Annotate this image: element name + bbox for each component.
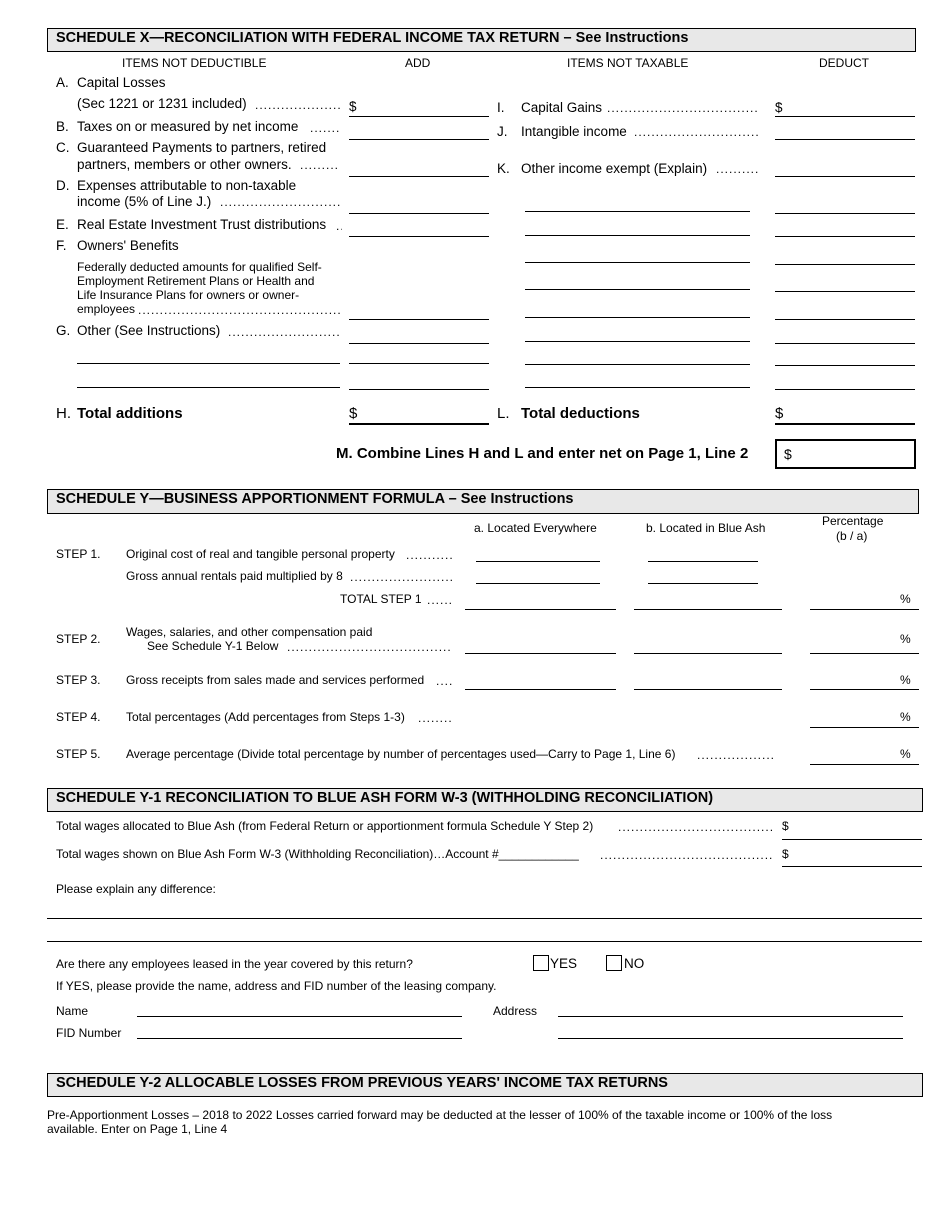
- line-b-label: Taxes on or measured by net income: [77, 119, 299, 134]
- not-taxable-description[interactable]: [525, 322, 750, 342]
- step-4-label: STEP 4.: [56, 710, 101, 724]
- line-e-label: Real Estate Investment Trust distributions: [77, 217, 327, 232]
- dollar-sign: $: [349, 99, 357, 114]
- col-percentage: Percentage: [822, 514, 884, 528]
- step-1-property-blue-ash[interactable]: [648, 545, 758, 562]
- leasing-address-label: Address: [493, 1004, 538, 1018]
- leasing-company-instruction: If YES, please provide the name, address and FID number of the leasing company.: [56, 979, 497, 993]
- step-2-label: STEP 2.: [56, 632, 101, 646]
- schedule-y1-header: SCHEDULE Y-1 RECONCILIATION TO BLUE ASH FORM W-3 (WITHHOLDING RECONCILIATION): [47, 788, 923, 812]
- line-m-label: M. Combine Lines H and L and enter net on Page 1, Line 2: [336, 445, 749, 462]
- dollar-sign: $: [775, 100, 783, 115]
- col-add: ADD: [405, 56, 431, 70]
- leader-dots: [716, 162, 759, 176]
- line-k-deduct-field[interactable]: [775, 157, 915, 177]
- leader-dots: [300, 158, 340, 172]
- line-i-label: Capital Gains: [521, 100, 603, 115]
- line-a-label: Capital Losses: [77, 75, 166, 90]
- dollar-sign: $: [349, 405, 358, 422]
- leader-dots: [336, 219, 342, 233]
- leasing-fid-field[interactable]: [137, 1022, 462, 1039]
- leader-dots: [600, 848, 773, 862]
- line-e-add-field[interactable]: [349, 217, 489, 237]
- leader-dots: [427, 593, 454, 607]
- leased-yes-label: YES: [550, 956, 578, 971]
- line-c-letter: C.: [56, 140, 70, 155]
- line-a-label-2: (Sec 1221 or 1231 included): [77, 96, 247, 111]
- leader-dots: [607, 101, 759, 115]
- leader-dots: [350, 570, 452, 584]
- line-j-label: Intangible income: [521, 124, 627, 139]
- line-c-label-2: partners, members or other owners.: [77, 157, 292, 172]
- col-located-everywhere: a. Located Everywhere: [474, 521, 597, 535]
- leader-dots: [436, 674, 452, 688]
- line-c-label: Guaranteed Payments to partners, retired: [77, 140, 327, 155]
- step-1-rentals-blue-ash[interactable]: [648, 567, 758, 584]
- leased-no-checkbox[interactable]: [606, 955, 622, 971]
- step-4-total-label: Total percentages (Add percentages from Steps 1-3): [126, 710, 405, 724]
- step-3-blue-ash[interactable]: [634, 670, 782, 690]
- not-taxable-deduct-field[interactable]: [775, 346, 915, 366]
- total-step-1-label: TOTAL STEP 1: [340, 592, 422, 606]
- percent-sign: %: [900, 710, 911, 724]
- leader-dots: [406, 548, 452, 562]
- line-j-letter: J.: [497, 124, 508, 139]
- dollar-sign: $: [782, 847, 789, 861]
- line-f-letter: F.: [56, 238, 67, 253]
- leasing-name-field[interactable]: [137, 1000, 462, 1017]
- line-f-subtext-1: Federally deducted amounts for qualified Self-: [77, 260, 322, 274]
- leasing-name-label: Name: [56, 1004, 89, 1018]
- line-j-deduct-field[interactable]: [775, 120, 915, 140]
- leader-dots: [138, 303, 340, 317]
- line-g-label: Other (See Instructions): [77, 323, 221, 338]
- line-g-letter: G.: [56, 323, 71, 338]
- step-1-rentals-label: Gross annual rentals paid multiplied by 8: [126, 569, 343, 583]
- y2-description-line-2: available. Enter on Page 1, Line 4: [47, 1122, 228, 1136]
- percent-sign: %: [900, 632, 911, 646]
- leader-dots: [310, 121, 340, 135]
- step-2-blue-ash[interactable]: [634, 634, 782, 654]
- step-3-everywhere[interactable]: [465, 670, 616, 690]
- leasing-fid-label: FID Number: [56, 1026, 122, 1040]
- y1-wages-allocated-field[interactable]: [782, 819, 922, 840]
- schedule-y2-header: SCHEDULE Y-2 ALLOCABLE LOSSES FROM PREVIOUS YEARS' INCOME TAX RETURNS: [47, 1073, 923, 1097]
- step-5-average-label: Average percentage (Divide total percentage by number of percentages used—Carry to Page 1, Line 6): [126, 747, 676, 761]
- line-m-field[interactable]: [775, 439, 916, 469]
- not-taxable-description[interactable]: [525, 216, 750, 236]
- line-a-add-field[interactable]: [349, 98, 489, 117]
- total-deductions-field[interactable]: [775, 404, 915, 425]
- y1-wages-w3-field[interactable]: [782, 846, 922, 867]
- line-g-add-field[interactable]: [349, 324, 489, 344]
- dollar-sign: $: [775, 405, 784, 422]
- line-f-subtext-2: Employment Retirement Plans or Health and: [77, 274, 315, 288]
- percent-sign: %: [900, 592, 911, 606]
- line-l-letter: L.: [497, 405, 510, 422]
- line-h-label: Total additions: [77, 405, 183, 422]
- step-2-everywhere[interactable]: [465, 634, 616, 654]
- leader-dots: [220, 195, 340, 209]
- percent-sign: %: [900, 747, 911, 761]
- not-taxable-description[interactable]: [525, 368, 750, 388]
- not-taxable-deduct-field[interactable]: [775, 245, 915, 265]
- leader-dots: [287, 640, 452, 654]
- leader-dots: [618, 820, 773, 834]
- y1-wages-allocated-label: Total wages allocated to Blue Ash (from Federal Return or apportionment formula Schedule Y Step 2): [56, 819, 594, 833]
- other-item-description[interactable]: [77, 344, 340, 364]
- line-e-letter: E.: [56, 217, 69, 232]
- dollar-sign: $: [782, 819, 789, 833]
- line-b-add-field[interactable]: [349, 120, 489, 140]
- line-h-letter: H.: [56, 405, 71, 422]
- leased-no-label: NO: [624, 956, 645, 971]
- y1-wages-w3-label: Total wages shown on Blue Ash Form W-3 (Withholding Reconciliation)…Account #____________: [56, 847, 579, 861]
- line-d-label-2: income (5% of Line J.): [77, 194, 212, 209]
- leasing-address-field[interactable]: [558, 1000, 903, 1017]
- other-item-add-field[interactable]: [349, 344, 489, 364]
- not-taxable-deduct-field[interactable]: [775, 368, 915, 390]
- line-f-add-field[interactable]: [349, 300, 489, 320]
- step-1-rentals-everywhere[interactable]: [476, 567, 600, 584]
- y1-explain-line-1[interactable]: [47, 898, 922, 919]
- not-taxable-description[interactable]: [525, 270, 750, 290]
- line-i-deduct-field[interactable]: [775, 98, 915, 117]
- schedule-x-header: SCHEDULE X—RECONCILIATION WITH FEDERAL INCOME TAX RETURN – See Instructions: [47, 28, 916, 52]
- line-b-letter: B.: [56, 119, 69, 134]
- step-1-property-everywhere[interactable]: [476, 545, 600, 562]
- leader-dots: [634, 125, 759, 139]
- leader-dots: [228, 325, 340, 339]
- total-step-1-blue-ash[interactable]: [634, 590, 782, 610]
- dollar-sign: $: [784, 446, 792, 462]
- line-i-letter: I.: [497, 100, 505, 115]
- step-1-label: STEP 1.: [56, 547, 101, 561]
- line-f-subtext-3: Life Insurance Plans for owners or owner-: [77, 288, 300, 302]
- line-d-add-field[interactable]: [349, 194, 489, 214]
- not-taxable-deduct-field[interactable]: [775, 300, 915, 320]
- not-taxable-description[interactable]: [525, 345, 750, 365]
- line-k-letter: K.: [497, 161, 510, 176]
- step-2-wages-sublabel: See Schedule Y-1 Below: [147, 639, 279, 653]
- y1-explain-label: Please explain any difference:: [56, 882, 216, 896]
- not-taxable-description[interactable]: [525, 298, 750, 318]
- col-items-not-taxable: ITEMS NOT TAXABLE: [567, 56, 689, 70]
- total-additions-field[interactable]: [349, 404, 489, 425]
- step-3-receipts-label: Gross receipts from sales made and services performed: [126, 673, 425, 687]
- not-taxable-description[interactable]: [525, 243, 750, 263]
- leased-yes-checkbox[interactable]: [533, 955, 549, 971]
- col-deduct: DEDUCT: [819, 56, 869, 70]
- col-located-in-blue-ash: b. Located in Blue Ash: [646, 521, 766, 535]
- line-f-label: Owners' Benefits: [77, 238, 179, 253]
- percent-sign: %: [900, 673, 911, 687]
- total-step-1-everywhere[interactable]: [465, 590, 616, 610]
- other-item-add-field[interactable]: [349, 368, 489, 390]
- line-d-letter: D.: [56, 178, 70, 193]
- leader-dots: [697, 748, 773, 762]
- step-2-wages-label: Wages, salaries, and other compensation paid: [126, 625, 373, 639]
- y2-description-line-1: Pre-Apportionment Losses – 2018 to 2022 Losses carried forward may be deducted at the lesser of 100% of the taxable income or 100% of the loss: [47, 1108, 833, 1122]
- other-item-description[interactable]: [77, 368, 340, 388]
- step-1-property-label: Original cost of real and tangible personal property: [126, 547, 395, 561]
- line-d-label: Expenses attributable to non-taxable: [77, 178, 297, 193]
- line-l-label: Total deductions: [521, 405, 640, 422]
- col-percentage-formula: (b / a): [836, 529, 868, 543]
- not-taxable-deduct-field[interactable]: [775, 217, 915, 237]
- leasing-address-field-2[interactable]: [558, 1022, 903, 1039]
- not-taxable-deduct-field[interactable]: [775, 194, 915, 214]
- step-3-label: STEP 3.: [56, 673, 101, 687]
- step-5-label: STEP 5.: [56, 747, 101, 761]
- line-k-label: Other income exempt (Explain): [521, 161, 708, 176]
- leased-employees-question: Are there any employees leased in the year covered by this return?: [56, 957, 413, 971]
- leader-dots: [418, 711, 452, 725]
- schedule-y-header: SCHEDULE Y—BUSINESS APPORTIONMENT FORMULA – See Instructions: [47, 489, 919, 514]
- line-f-subtext-4: employees: [77, 302, 136, 316]
- col-items-not-deductible: ITEMS NOT DEDUCTIBLE: [122, 56, 267, 70]
- not-taxable-deduct-field[interactable]: [775, 272, 915, 292]
- y1-explain-line-2[interactable]: [47, 921, 922, 942]
- line-a-letter: A.: [56, 75, 69, 90]
- not-taxable-deduct-field[interactable]: [775, 324, 915, 344]
- line-c-add-field[interactable]: [349, 157, 489, 177]
- not-taxable-description[interactable]: [525, 192, 750, 212]
- leader-dots: [255, 98, 340, 112]
